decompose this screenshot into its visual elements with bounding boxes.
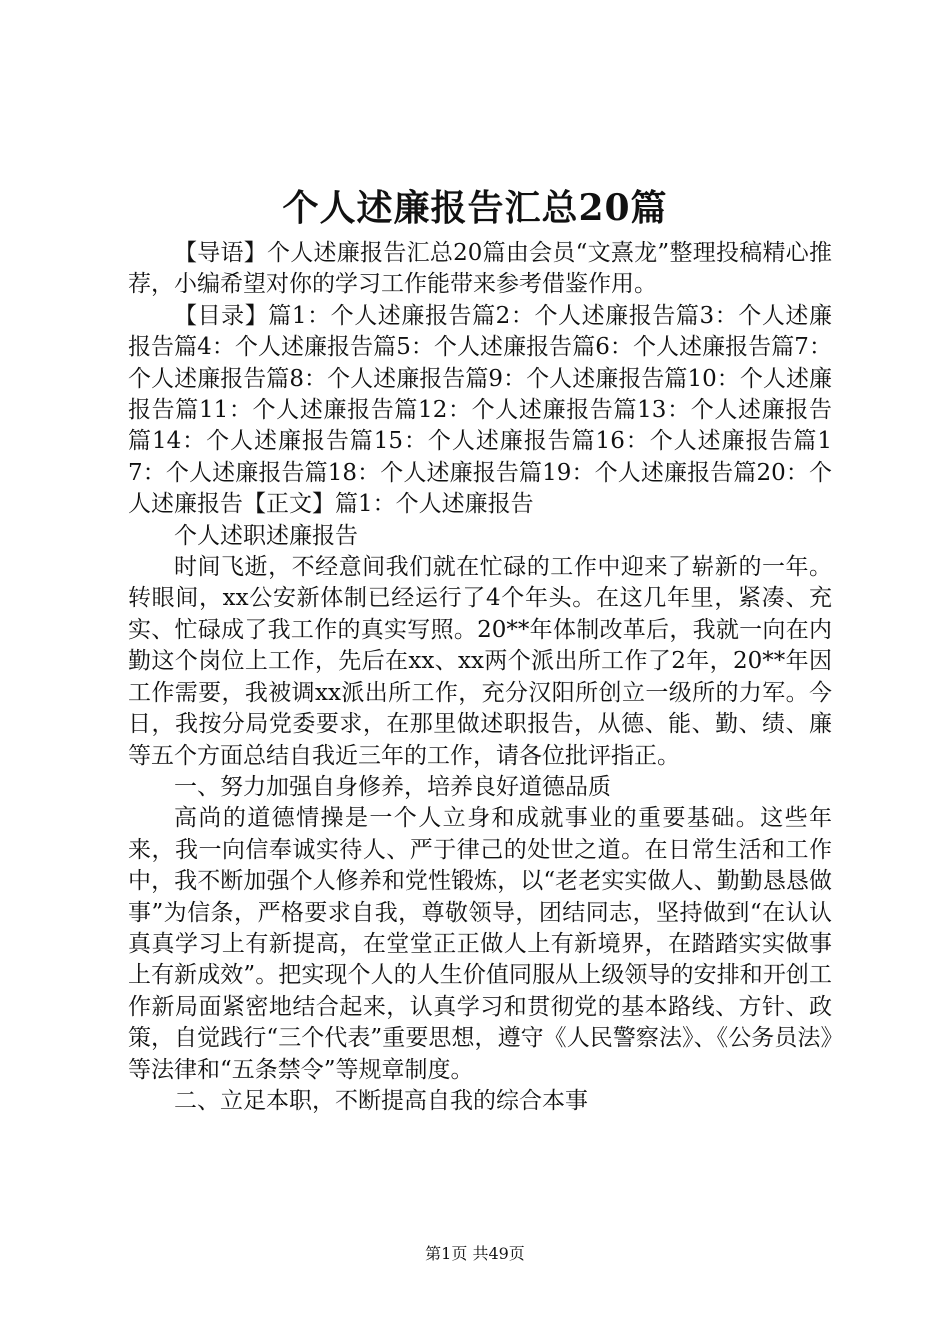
paragraph-table-of-contents: 【目录】篇1：个人述廉报告篇2：个人述廉报告篇3：个人述廉报告篇4：个人述廉报告篇5：个人述廉报告篇6：个人述廉报告篇7：个人述廉报告篇8：个人述廉报告篇9：个人述廉报告篇10：个人述廉报告篇11：个人述廉报告篇12：个人述廉报告篇13：个人述廉报告篇14：个人述廉报告篇15：个人述廉报告篇16：个人述廉报告篇17：个人述廉报告篇18：个人述廉报告篇19：个人述廉报告篇20：个人述廉报告【正文】篇1：个人述廉报告 xyxy=(128,302,832,518)
paragraph-section-one: 高尚的道德情操是一个人立身和成就事业的重要基础。这些年来，我一向信奉诚实待人、严于律己的处世之道。在日常生活和工作中，我不断加强个人修养和党性锻炼，以“老老实实做人、勤勤恳恳做事”为信条，严格要求自我，尊敬领导，团结同志，坚持做到“在认认真真学习上有新提高，在堂堂正正做人上有新境界，在踏踏实实做事上有新成效”。把实现个人的人生价值同服从上级领导的安排和开创工作新局面紧密地结合起来，认真学习和贯彻党的基本路线、方针、政策，自觉践行“三个代表”重要思想，遵守《人民警察法》、《公务员法》等法律和“五条禁令”等规章制度。 xyxy=(128,805,832,1083)
paragraph-report-heading: 个人述职述廉报告 xyxy=(174,522,358,549)
section-heading-two: 二、立足本职，不断提高自我的综合本事 xyxy=(174,1087,588,1114)
paragraph-opening: 时间飞逝，不经意间我们就在忙碌的工作中迎来了崭新的一年。转眼间，xx公安新体制已经运行了4个年头。在这几年里，紧凑、充实、忙碌成了我工作的真实写照。20**年体制改革后，我就一向在内勤这个岗位上工作，先后在xx、xx两个派出所工作了2年，20**年因工作需要，我被调xx派出所工作，充分汉阳所创立一级所的力军。今日，我按分局党委要求，在那里做述职报告，从德、能、勤、绩、廉等五个方面总结自我近三年的工作，请各位批评指正。 xyxy=(128,554,832,769)
document-body xyxy=(128,238,832,1117)
paragraph-intro: 【导语】个人述廉报告汇总20篇由会员“文熹龙”整理投稿精心推荐，小编希望对你的学习工作能带来参考借鉴作用。 xyxy=(128,240,832,298)
page-number-footer: 第1页 共49页 xyxy=(425,1244,525,1263)
document-title: 个人述廉报告汇总20篇 xyxy=(282,187,668,229)
section-heading-one: 一、努力加强自身修养，培养良好道德品质 xyxy=(174,773,611,800)
